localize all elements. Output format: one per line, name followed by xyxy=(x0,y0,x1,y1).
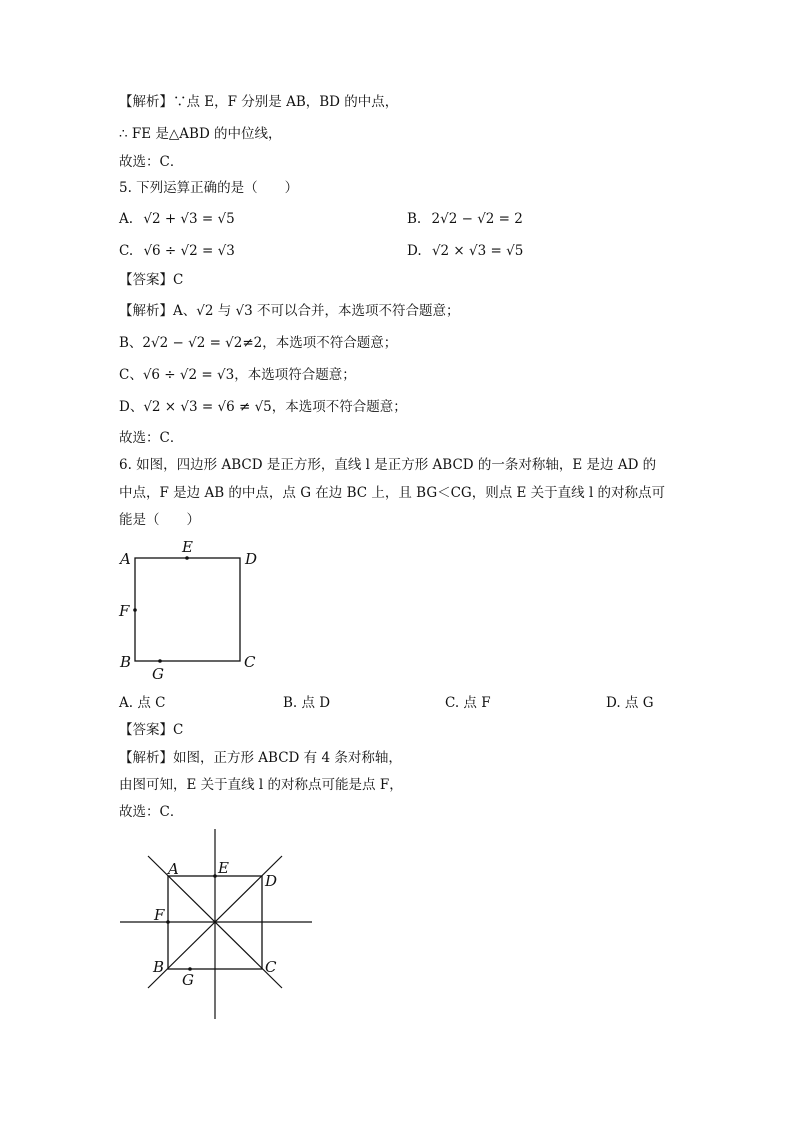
symmetry-figure xyxy=(110,824,320,1024)
q5-analysis-c-prefix: C、√6 ÷ √2 = √3 xyxy=(119,367,235,383)
q5-option-a xyxy=(119,209,235,229)
square-figure xyxy=(110,536,280,686)
q5-analysis-c-suffix: ，本选项符合题意； xyxy=(234,367,356,383)
point-e-dot-2 xyxy=(213,874,217,878)
label-c-2: C xyxy=(265,958,277,976)
q5-analysis-d-prefix: D、√2 × √3 = √6 ≠ √5 xyxy=(119,399,272,415)
square-outline xyxy=(135,558,240,661)
q5-option-a-expr: √2 + √3 = √5 xyxy=(143,211,235,227)
q5-answer: 【答案】C xyxy=(119,272,184,288)
q5-option-d-label: D. xyxy=(407,243,422,259)
label-f-2: F xyxy=(154,906,165,924)
label-g-2: G xyxy=(182,971,194,989)
question-6-stem-1: 6. 如图，四边形 ABCD 是正方形，直线 l 是正方形 ABCD 的一条对称轴，E 是边 AD 的 xyxy=(119,457,657,473)
q5-option-c xyxy=(119,241,235,261)
q5-option-a-label: A. xyxy=(119,211,134,227)
label-e-2: E xyxy=(218,859,229,877)
point-g-dot xyxy=(158,659,162,663)
choice-line: 故选：C． xyxy=(119,154,184,170)
q6-analysis-2: 由图可知，E 关于直线 l 的对称点可能是点 F， xyxy=(119,777,403,793)
question-6-stem-2: 中点，F 是边 AB 的中点，点 G 在边 BC 上，且 BG＜CG，则点 E 关于直线 l 的对称点可 xyxy=(119,485,666,501)
q5-option-d-expr: √2 × √3 = √5 xyxy=(431,243,524,259)
q5-analysis-a xyxy=(119,301,460,321)
q5-analysis-a-suffix: ，本选项不符合题意； xyxy=(324,303,460,319)
q5-analysis-b-prefix: B、2√2 − √2 = √2≠2 xyxy=(119,335,263,351)
analysis-line-1: 【解析】∵点 E，F 分别是 AB，BD 的中点， xyxy=(119,94,399,110)
q5-option-b-label: B. xyxy=(407,211,422,227)
q5-analysis-d-suffix: ，本选项不符合题意； xyxy=(271,399,407,415)
analysis-line-2: ∴ FE 是△ABD 的中位线， xyxy=(119,126,282,142)
label-b: B xyxy=(120,653,132,671)
question-5-stem: 5. 下列运算正确的是（ ） xyxy=(119,180,299,196)
q6-option-d: D. 点 G xyxy=(606,695,654,711)
label-d-2: D xyxy=(265,872,278,890)
q5-analysis-a-prefix: 【解析】A、√2 与 √3 不可以合并 xyxy=(119,303,325,319)
q5-analysis-b-suffix: ，本选项不符合题意； xyxy=(262,335,398,351)
q5-choice: 故选：C． xyxy=(119,430,184,446)
q5-option-b-expr: 2√2 − √2 = 2 xyxy=(431,211,523,227)
q5-option-b xyxy=(407,209,523,229)
q5-option-c-label: C. xyxy=(119,243,134,259)
q6-option-a: A. 点 C xyxy=(119,695,166,711)
label-c: C xyxy=(244,653,256,671)
q5-analysis-b xyxy=(119,333,397,353)
point-f-dot-2 xyxy=(166,920,170,924)
label-a: A xyxy=(120,550,131,568)
label-b-2: B xyxy=(153,958,165,976)
label-g: G xyxy=(152,665,164,683)
label-f: F xyxy=(119,602,130,620)
q6-option-b: B. 点 D xyxy=(283,695,331,711)
q5-option-d xyxy=(407,241,523,261)
q6-option-c: C. 点 F xyxy=(445,695,491,711)
label-a-2: A xyxy=(168,860,179,878)
q5-option-c-expr: √6 ÷ √2 = √3 xyxy=(143,243,235,259)
q6-choice: 故选：C． xyxy=(119,804,184,820)
q6-answer: 【答案】C xyxy=(119,722,184,738)
point-f-dot xyxy=(133,608,137,612)
q6-analysis-1: 【解析】如图，正方形 ABCD 有 4 条对称轴， xyxy=(119,750,402,766)
point-e-dot xyxy=(185,556,189,560)
q5-analysis-d xyxy=(119,397,407,417)
label-d: D xyxy=(245,550,258,568)
label-e: E xyxy=(182,538,193,556)
q5-analysis-c xyxy=(119,365,356,385)
question-6-stem-3: 能是（ ） xyxy=(119,512,200,528)
